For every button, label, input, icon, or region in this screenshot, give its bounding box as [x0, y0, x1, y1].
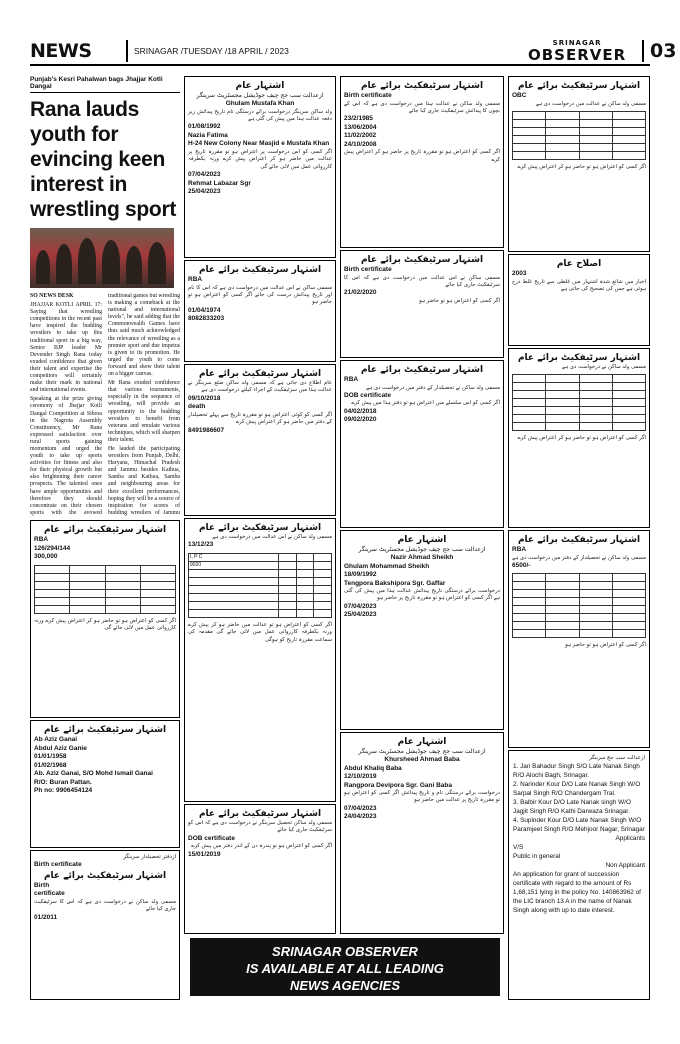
notice-title: اشتہار سرٹیفکیٹ برائے عام [198, 369, 322, 379]
notice-date: 24/10/2008 [344, 140, 377, 148]
article-paragraph: traditional games but wrestling is making a comeback at the national and international levels", he said adding that the Commonwealth Games have thus said much acknowledged the relevance of wrestling as a premier sport and due impetus is given to its promotion. He urged the youth to come forward and show their talent on a bigger canvas. [108, 293, 180, 378]
notice-date: 21/02/2020 [344, 289, 377, 297]
petition-line: 2. Narinder Kour D/O Late Nanak Singh W/O Sarpal Singh R/O Chandergam Tral. [513, 781, 641, 798]
court-notice: اشتہار عام ازعدالت سب جج چیف جوڈیشل مجسٹریٹ سرینگر Khursheed Ahmad Baba Abdul Khaliq Baba 12/10/2019 Rangpora Devipora Sgr. Gani Baba درخواست برائے درستگی نام و تاریخ پیدائش اگر کسی کو اعتراض ہو تو مقررہ تاریخ پر عدالت میں حاضر ہو 07/04/2023 24/04/2023 [340, 732, 504, 934]
banner-line: IS AVAILABLE AT ALL LEADING [246, 961, 444, 976]
notice-name: Nazir Ahmad Sheikh [390, 554, 454, 561]
notice-court: ازعدالت سب جج چیف جوڈیشل مجسٹریٹ سرینگر [358, 748, 486, 755]
notice-text: RBA [344, 376, 359, 383]
certificate-notice: اشتہار سرٹیفکیٹ برائے عام RBA مسمی ساکن نے اس عدالت میں درخواست دی ہے کہ اس کا نام اور تاریخ پیدائش درست کی جائے اگر کسی کو اعتراض ہو تو حاضر ہو 01/04/1974 8082833203 [184, 260, 336, 362]
certificate-notice: اشتہار سرٹیفکیٹ برائے عام مسمی ولد ساکن نے درخواست دی ہے اگر کسی کو اعتراض ہو تو حاضر ہو کر اعتراض پیش کرے [508, 348, 650, 528]
notice-date: 01/02/1968 [34, 761, 67, 769]
article-body [30, 293, 180, 516]
notice-text: Birth certificate [344, 266, 392, 273]
notice-title: اشتہار سرٹیفکیٹ برائے عام [360, 81, 484, 91]
notice-date: 04/02/2018 [344, 407, 377, 415]
notice-text: OBC [512, 92, 527, 99]
notice-date: 01/04/1974 [188, 306, 221, 314]
certificate-notice: اشتہار سرٹیفکیٹ برائے عام RBA مسمی ولد ساکن نے تحصیلدار کے دفتر میں درخواست دی ہے DOB certificate اگر کسی کو اس سلسلے میں اعتراض ہو تو دفتر ہذا میں پیش کرے 04/02/2018 09/02/2020 [340, 360, 504, 528]
notice-court: ازعدالت سب جج چیف جوڈیشل مجسٹریٹ سرینگر [196, 92, 324, 99]
notice-name: Ghulam Mustafa Khan [225, 100, 295, 107]
notice-name: Abdul Khaliq Baba [344, 764, 402, 772]
court-notice: اشتہار عام ازعدالت سب جج چیف جوڈیشل مجسٹریٹ سرینگر Ghulam Mustafa Khan ولد ساکن سرینگر درخواست برائے درستگی نام تاریخ پیدائش زیر دفعہ عدالت ہذا میں پیش کی گئی ہے 01/08/1992 Nazia Fatima H-24 New Colony Near Masjid e Mustafa Khan اگر کسی کو اس درخواست پر اعتراض ہو تو مقررہ تاریخ پر عدالت میں حاضر ہو کر اعتراض پیش کرے ورنہ یکطرفہ کارروائی عمل میں لائی جائے گی 07/04/2023 Rehmat Labazar Sgr 25/04/2023 [184, 76, 336, 258]
certificate-notice: ازدفتر تحصیلدار سرینگر Birth certificate اشتہار سرٹیفکیٹ برائے عام Birth certificate مسمی ولد ساکن نے درخواست دی ہے کہ اس کا سرٹیفکیٹ جاری کیا جائے 01/2011 [30, 850, 180, 1000]
notice-date: 07/04/2023 [344, 602, 377, 610]
masthead-logo [528, 39, 626, 63]
petition-line: 4. Supinder Kour D/O Late Nanak Singh W/O Paramjeet Singh R/O Mehjoor Nagar, Srinagar [513, 817, 645, 834]
notice-date: 13/06/2004 [344, 123, 377, 131]
masthead-top: SRINAGAR [552, 39, 602, 47]
notice-text: 6500/- [512, 561, 531, 569]
petition-line: Public in general [513, 853, 561, 861]
notice-name: Ghulam Mohammad Sheikh [344, 562, 430, 570]
article-paragraph: JHAJJAR KOTLI APRIL 17: Saying that wrestling competitions in the recent past have inspired the budding wrestlers to take up this traditional sport in a big way, Senior BJP leader Mr Devender Singh Rana today exuded confidence that given their talent and expertise the competitors will certainly make their mark in national and international events. [30, 302, 102, 394]
petition-line: Applicants [615, 835, 645, 843]
notice-name: Nazia Fatima [188, 131, 228, 139]
notice-address: Tengpora Bakshipora Sgr. Gaffar [344, 579, 446, 587]
notice-text: DOB certificate [188, 834, 235, 842]
notice-title: اشتہار سرٹیفکیٹ برائے عام [43, 525, 167, 535]
correction-notice: اصلاح عام 2003 اخبار میں شائع شدہ اشتہار میں غلطی سے تاریخ غلط درج ہوئی ہے جس کی تصحیح کی جاتی ہے [508, 254, 650, 346]
notice-title: اشتہار سرٹیفکیٹ برائے عام [43, 870, 167, 881]
notice-date: 11/02/2002 [344, 132, 377, 140]
notice-date: 07/04/2023 [344, 804, 377, 812]
article-kicker: Punjab's Kesri Pahalwan bags Jhajjar Kotli Dangal [30, 76, 180, 93]
article-paragraph: Mr Rana exuded confidence that various tournaments, especially in the sequence of wrestling, will provide an opportunity to the budding wrestlers to benefit from veterans and emulate various techniques, which will sharpen their talent. [108, 380, 180, 443]
notice-date: 18/09/1992 [344, 571, 377, 578]
notice-title: اشتہار عام [397, 737, 447, 747]
petition-line: An application for grant of succession certificate with regard to the amount of Rs 1,68,151 lying in the policy No. 140863962 of the LIC branch 13 A in the name of Nanak Singh along with up to date interest. [513, 871, 641, 915]
notice-title: اشتہار عام [397, 535, 447, 545]
notice-title: اشتہار سرٹیفکیٹ برائے عام [517, 81, 641, 91]
notice-table [512, 111, 646, 160]
petition-line: Non Applicant [605, 862, 645, 870]
notice-text: Birth [34, 881, 50, 889]
notice-text: Birth certificate [34, 861, 82, 869]
notice-date: 23/2/1985 [344, 115, 373, 123]
notice-text: 300,000 [34, 553, 58, 560]
notice-name: Ab. Aziz Ganai, S/O Mohd Ismail Ganai [34, 770, 153, 777]
notice-date: 12/10/2019 [344, 773, 377, 780]
notice-date: 13/12/23 [188, 541, 214, 549]
promo-banner [190, 938, 500, 996]
certificate-notice: اشتہار سرٹیفکیٹ برائے عام RBA مسمی ولد ساکن نے تحصیلدار کے دفتر میں درخواست دی ہے 6500/- اگر کسی کو اعتراض ہو تو حاضر ہو [508, 530, 650, 748]
notice-title: اشتہار سرٹیفکیٹ برائے عام [198, 523, 322, 533]
lead-article [30, 76, 180, 516]
certificate-notice: اشتہار سرٹیفکیٹ برائے عام OBC مسمی ولد ساکن نے عدالت میں درخواست دی ہے اگر کسی کو اعتراض ہو تو حاضر ہو کر اعتراض پیش کرے [508, 76, 650, 252]
notice-title: اشتہار سرٹیفکیٹ برائے عام [360, 255, 484, 265]
notice-text: RBA [34, 536, 49, 543]
notice-phone: 8491986607 [188, 426, 225, 434]
certificate-notice: اشتہار سرٹیفکیٹ برائے عام مسمی ولد ساکن نے اس عدالت میں درخواست دی ہے 13/12/23 I, P C 9020 اگر کسی کو اعتراض ہو تو عدالت میں حاضر ہو کر پیش کرے ورنہ یکطرفہ کارروائی عمل میں لائی جائے گی مقدمہ کی سماعت مقررہ تاریخ کو ہوگی [184, 518, 336, 802]
article-paragraph: He lauded the participating wrestlers from Punjab, Delhi, Haryana, Himachal Pradesh and Jammu besides Kathua, Samba and Kathua, Samba and neighbouring areas for their excellent performances, hoping they will be a source of inspiration for scores of budding wrestlers of Jammu [108, 445, 180, 516]
notice-text: 126/294/144 [34, 544, 71, 552]
notice-name: Ab Aziz Ganai [34, 736, 78, 743]
notice-date: 15/01/2019 [188, 850, 221, 858]
notice-text: 2003 [512, 270, 527, 277]
succession-petition: ازعدالت سب جج سرینگر 1. Jan Bahadur Singh S/O Late Nanak Singh R/O Alochi Bagh, Srinagar. 2. Narinder Kour D/O Late Nanak Singh W/O Sarpal Singh R/O Chandergam Tral. 3. Balbir Kour D/O Late Nanak singh W/O Jagjit Singh R/O Kathi Darwaza Srinagar. 4. Supinder Kour D/O Late Nanak Singh W/O Paramjeet Singh R/O Mehjoor Nagar, Srinagar Applicants V/S Public in general Non Applicant An application for grant of succession certificate with regard to the amount of Rs 1,68,151 lying in the policy No. 140863962 of the LIC branch 13 A in the name of Nanak Singh along with up to date interest. [508, 750, 650, 1000]
notice-title: اشتہار سرٹیفکیٹ برائے عام [360, 365, 484, 375]
notice-address: Rangpora Devipora Sgr. Gani Baba [344, 781, 452, 789]
section-title: NEWS [30, 40, 92, 62]
notice-title: اشتہار سرٹیفکیٹ برائے عام [517, 353, 641, 363]
petition-line: V/S [513, 844, 524, 852]
notice-phone: 8082833203 [188, 315, 225, 323]
notice-text: Birth certificate [344, 92, 392, 99]
certificate-notice [30, 720, 180, 848]
header-divider [126, 40, 128, 62]
notice-title: اشتہار سرٹیفکیٹ برائے عام [43, 725, 167, 735]
header-divider [642, 40, 644, 62]
notice-title: اشتہار سرٹیفکیٹ برائے عام [198, 265, 322, 275]
notice-phone: Ph no: 9906454124 [34, 787, 93, 794]
article-byline: SO NEWS DESK [30, 293, 74, 299]
dateline: SRINAGAR /TUESDAY /18 APRIL / 2023 [134, 46, 289, 56]
notice-table [512, 374, 646, 431]
notice-text: death [188, 403, 206, 411]
notice-title: اشتہار عام [235, 81, 285, 91]
notice-date: 09/10/2018 [188, 394, 221, 402]
notice-table [34, 565, 176, 614]
certificate-notice: اشتہار سرٹیفکیٹ برائے عام Birth certificate مسمی ولد ساکن نے عدالت ہذا میں درخواست دی ہے کہ اس کے بچوں کا پیدائش سرٹیفکیٹ جاری کیا جائے 23/2/1985 13/06/2004 11/02/2002 24/10/2008 اگر کسی کو اعتراض ہو تو مقررہ تاریخ پر حاضر ہو کر اعتراض پیش کرے [340, 76, 504, 248]
certificate-notice: اشتہار سرٹیفکیٹ برائے عام عام اطلاع دی جاتی ہے کہ مسمی ولد ساکن ضلع سرینگر نے عدالت ہذا میں سرٹیفکیٹ کے اجراء کیلئے درخواست دی ہے 09/10/2018 death اگر کسی کو کوئی اعتراض ہو تو مقررہ تاریخ سے پہلے تحصیلدار کے دفتر میں حاضر ہو کر اعتراض پیش کرے 8491986607 [184, 364, 336, 516]
page-number: 03 [650, 40, 677, 62]
notice-address: R/O: Buran Pattan. [34, 778, 92, 786]
notice-name: Khursheed Ahmad Baba [384, 756, 460, 763]
notice-date: 25/04/2023 [344, 611, 377, 619]
article-headline: Rana lauds youth for evincing keen interest in wrestling sport [30, 98, 177, 221]
notice-date: 25/04/2023 [188, 188, 221, 196]
banner-line: SRINAGAR OBSERVER [272, 944, 418, 959]
petition-line: 3. Balbir Kour D/O Late Nanak singh W/O Jagjit Singh R/O Kathi Darwaza Srinagar. [513, 799, 631, 816]
certificate-notice: اشتہار سرٹیفکیٹ برائے عام RBA 126/294/144 300,000 اگر کسی کو اعتراض ہو تو حاضر ہو کر اعتراض پیش کرے ورنہ کارروائی عمل میں لائی جائے گی [30, 520, 180, 718]
table-cell: 9020 [189, 561, 279, 569]
notice-text: RBA [188, 276, 203, 283]
article-paragraph: Speaking at the prize giving ceremony of Jhajjar Kotli Dangal Competition at Sihora in the Nagrota Assembly Constituency, Mr Rana expressed satisfaction over rural sports gaining momentum and urged the youth to take up sports activities for fitness and also for their physical growth but also brightening their career prospects. The talented ones have ample opportunities and therefore they should concentrate on their chosen sports with the avowed [30, 396, 102, 516]
notice-title: اشتہار سرٹیفکیٹ برائے عام [517, 535, 641, 545]
petition-line: 1. Jan Bahadur Singh S/O Late Nanak Singh R/O Alochi Bagh, Srinagar. [513, 763, 640, 780]
certificate-notice: اشتہار سرٹیفکیٹ برائے عام Birth certificate مسمی ساکن نے اس عدالت میں درخواست دی ہے کہ اس کا سرٹیفکیٹ جاری کیا جائے 21/02/2020 اگر کسی کو اعتراض ہو تو حاضر ہو [340, 250, 504, 358]
notice-text: certificate [34, 890, 65, 898]
notice-court: ازعدالت سب جج چیف جوڈیشل مجسٹریٹ سرینگر [358, 546, 486, 553]
notice-date: 01/01/1958 [34, 753, 67, 760]
certificate-notice: اشتہار سرٹیفکیٹ برائے عام مسمی ولد ساکن تحصیل سرینگر نے درخواست دی ہے کہ اس کو سرٹیفکیٹ جاری کیا جائے DOB certificate اگر کسی کو اعتراض ہو تو پندرہ دن کے اندر دفتر میں پیش کرے 15/01/2019 [184, 804, 336, 934]
notice-date: 01/2011 [34, 913, 58, 921]
notice-date: 09/02/2020 [344, 416, 377, 424]
notice-address: H-24 New Colony Near Masjid e Mustafa Khan [188, 140, 330, 148]
notice-table [188, 553, 332, 618]
court-notice: اشتہار عام ازعدالت سب جج چیف جوڈیشل مجسٹریٹ سرینگر Nazir Ahmad Sheikh Ghulam Mohammad Sheikh 18/09/1992 Tengpora Bakshipora Sgr. Gaffar درخواست برائے درستگی تاریخ پیدائش عدالت ہذا میں پیش کی گئی ہے اگر کسی کو اعتراض ہو تو مقررہ تاریخ پر حاضر ہو 07/04/2023 25/04/2023 [340, 530, 504, 730]
masthead-main: OBSERVER [528, 46, 627, 64]
page-header [30, 38, 677, 66]
notice-text: RBA [512, 546, 527, 553]
notice-table [512, 573, 646, 638]
notice-address: Rehmat Labazar Sgr [188, 179, 251, 187]
notice-title: اصلاح عام [556, 259, 602, 269]
notice-date: 07/04/2023 [188, 171, 221, 179]
notice-title: اشتہار سرٹیفکیٹ برائے عام [198, 809, 322, 819]
notice-name: Abdul Aziz Ganie [34, 744, 87, 752]
notice-text: DOB certificate [344, 391, 391, 399]
table-cell: I, P C [189, 553, 279, 561]
article-photo [30, 228, 174, 288]
notice-date: 01/08/1992 [188, 123, 221, 131]
banner-line: NEWS AGENCIES [289, 978, 401, 993]
notice-date: 24/04/2023 [344, 813, 377, 821]
